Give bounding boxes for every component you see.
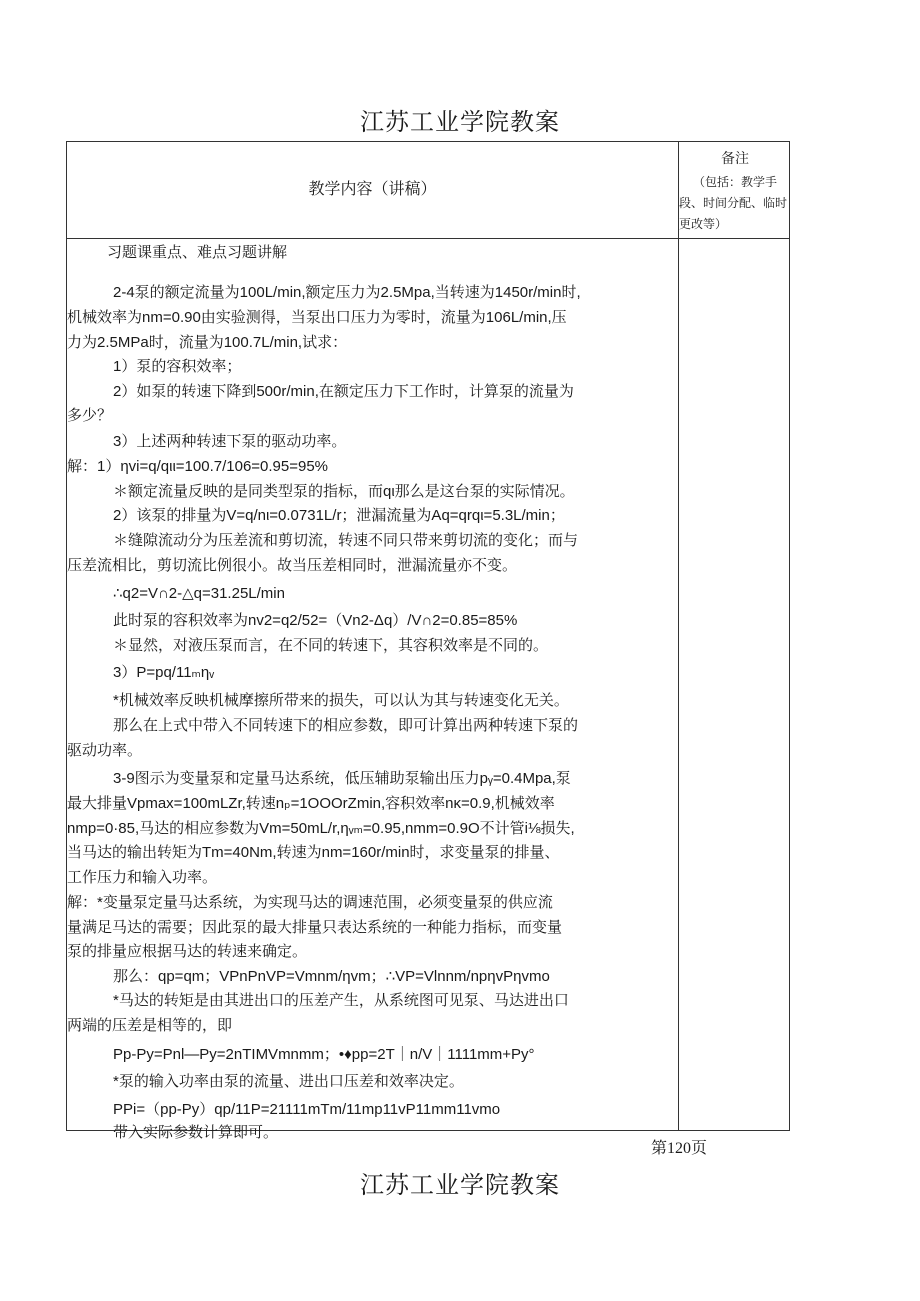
text-line: ∴q2=V∩2-△q=31.25L/min	[113, 585, 285, 602]
text-line: 3-9图示为变量泵和定量马达系统，低压辅助泵输出压力pᵧ=0.4Mpa,泵	[113, 770, 571, 787]
lesson-table	[66, 141, 790, 1141]
lecture-content	[67, 239, 678, 1141]
remarks-column-header: 备注	[721, 151, 749, 167]
text-line: 2）该泵的排量为V=q/nι=0.0731L/r；泄漏流量为Aq=qrqι=5.3L/min；	[113, 507, 565, 524]
column-divider	[678, 142, 679, 1130]
text-line: Pp-Py=Pnl—Py=2nTIMVmnmm；•♦pp=2T｜n/V｜1111mm+Py°	[113, 1046, 535, 1063]
text-line: *泵的输入功率由泵的流量、进出口压差和效率决定。	[113, 1073, 464, 1090]
text-line: 量满足马达的需要；因此泵的最大排量只表达系统的一种能力指标，而变量	[67, 919, 563, 936]
text-line: *机械效率反映机械摩擦所带来的损失，可以认为其与转速变化无关。	[113, 692, 569, 709]
text-line: 2）如泵的转速下降到500r/min,在额定压力下工作时，计算泵的流量为	[113, 383, 574, 400]
text-line: 最大排量Vpmax=100mLZr,转速nₚ=1OOOrZmin,容积效率nκ=0.9,机械效率	[67, 795, 555, 812]
text-line: 力为2.5MPa时，流量为100.7L/min,试求：	[67, 334, 348, 351]
text-line: PPi=（pp-Py）qp/11P=21111mTm/11mp11vP11mm11vmo	[113, 1101, 501, 1118]
text-line: 工作压力和输入功率。	[67, 869, 218, 886]
text-line: 那么：qp=qm；VPnPnVP=Vmnm/ηvm；∴VP=Vlnnm/npηvPηvmo	[113, 968, 550, 985]
text-line: 驱动功率。	[67, 742, 143, 759]
text-line: 多少？	[67, 407, 113, 424]
text-line: 泵的排量应根据马达的转速来确定。	[67, 943, 308, 960]
text-line: *马达的转矩是由其进出口的压差产生，从系统图可见泵、马达进出口	[113, 992, 569, 1009]
text-line: 压差流相比，剪切流比例很小。故当压差相同时，泄漏流量亦不变。	[67, 557, 518, 574]
text-line: 机械效率为nm=0.90由实验测得，当泵出口压力为零时，流量为106L/min,压	[67, 309, 567, 326]
text-line: 3）P=pq/11ₘηᵥ	[113, 664, 215, 681]
text-line: ＊显然，对液压泵而言，在不同的转速下，其容积效率是不同的。	[113, 637, 549, 654]
text-line: 此时泵的容积效率为nv2=q2/52=（Vn2-Δq）/V∩2=0.85=85%	[113, 612, 518, 629]
text-line: 解：*变量泵定量马达系统，为实现马达的调速范围，必须变量泵的供应流	[67, 894, 553, 911]
next-page-header: 江苏工业学院教案	[360, 1171, 560, 1199]
text-line: 两端的压差是相等的，即	[67, 1017, 233, 1034]
text-line: 解：1）ηvi=q/qιι=100.7/106=0.95=95%	[67, 458, 329, 475]
text-line: ＊缝隙流动分为压差流和剪切流，转速不同只带来剪切流的变化；而与	[113, 532, 579, 549]
text-line: 带入实际参数计算即可。	[113, 1124, 279, 1141]
page-header: 江苏工业学院教案	[360, 108, 560, 136]
page-number: 第120页	[651, 1140, 708, 1157]
remarks-column-subheader: （包括：教学手段、时间分配、临时更改等）	[679, 175, 788, 231]
text-line: ＊额定流量反映的是同类型泵的指标，而qι那么是这台泵的实际情况。	[113, 483, 575, 500]
content-column-header: 教学内容（讲稿）	[308, 179, 437, 198]
text-line: nmp=0·85,马达的相应参数为Vm=50mL/r,ηᵥₘ=0.95,nmm=0.9O不计管i⅛损失,	[67, 820, 575, 837]
text-line: 当马达的输出转矩为Tm=40Nm,转速为nm=160r/min时，求变量泵的排量、	[67, 844, 560, 861]
text-line: 那么在上式中带入不同转速下的相应参数，即可计算出两种转速下泵的	[113, 717, 579, 734]
text-line: 1）泵的容积效率；	[113, 358, 242, 375]
text-line: 2-4泵的额定流量为100L/min,额定压力为2.5Mpa,当转速为1450r/min时,	[113, 284, 581, 301]
text-line: 3）上述两种转速下泵的驱动功率。	[113, 433, 347, 450]
section-title: 习题课重点、难点习题讲解	[107, 244, 288, 261]
